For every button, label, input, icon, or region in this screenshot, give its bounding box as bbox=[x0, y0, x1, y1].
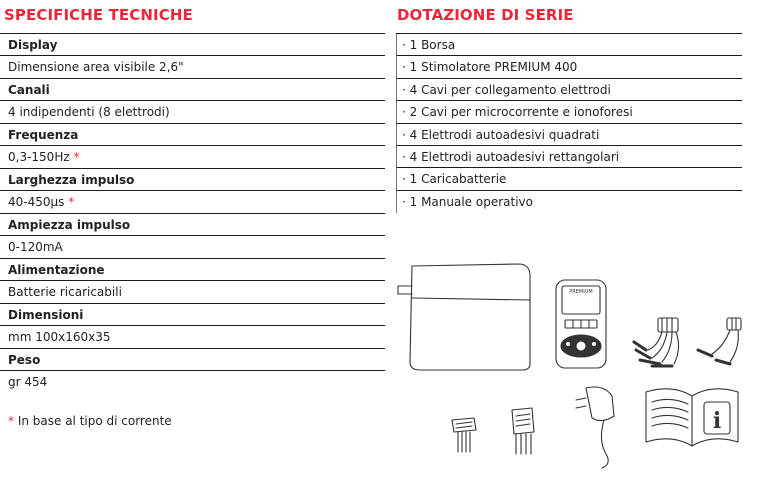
kit-section bbox=[396, 0, 742, 213]
kit-item-manual: · 1 Manuale operativo bbox=[396, 191, 742, 213]
spec-value-text: 0-120mA bbox=[8, 240, 63, 254]
spec-label-power-supply: Alimentazione bbox=[0, 259, 385, 281]
stimulator-device-icon bbox=[556, 280, 606, 368]
spec-value-text: 0,3-150Hz bbox=[8, 150, 70, 164]
footnote-star: * bbox=[73, 150, 80, 164]
square-electrodes-icon bbox=[452, 418, 476, 452]
charger-icon bbox=[576, 387, 614, 468]
rectangular-electrodes-icon bbox=[512, 408, 534, 454]
spec-label-channels: Canali bbox=[0, 79, 385, 101]
specs-heading: SPECIFICHE TECNICHE bbox=[0, 0, 385, 34]
kit-item-charger: · 1 Caricabatterie bbox=[396, 168, 742, 190]
spec-value-dimensions bbox=[0, 326, 385, 349]
specs-section bbox=[0, 0, 385, 428]
kit-item-square-electrodes: · 4 Elettrodi autoadesivi quadrati bbox=[396, 124, 742, 146]
device-label: PREMIUM bbox=[569, 289, 593, 295]
footnote-star: * bbox=[68, 195, 75, 209]
spec-value-pulse-width bbox=[0, 191, 385, 214]
spec-label-pulse-amplitude: Ampiezza impulso bbox=[0, 214, 385, 236]
kit-item-electrode-cables: · 4 Cavi per collegamento elettrodi bbox=[396, 79, 742, 101]
kit-illustration bbox=[390, 258, 766, 487]
spec-label-dimensions: Dimensioni bbox=[0, 304, 385, 326]
spec-value-text: mm 100x160x35 bbox=[8, 330, 111, 344]
spec-value-text: Batterie ricaricabili bbox=[8, 285, 122, 299]
spec-value-text: Dimensione area visibile 2,6" bbox=[8, 60, 184, 74]
spec-label-frequency: Frequenza bbox=[0, 124, 385, 146]
spec-label-pulse-width: Larghezza impulso bbox=[0, 169, 385, 191]
footnote-star: * bbox=[8, 414, 14, 428]
spec-value-power-supply bbox=[0, 281, 385, 304]
kit-heading: DOTAZIONE DI SERIE bbox=[396, 0, 742, 34]
footnote-text: In base al tipo di corrente bbox=[14, 414, 172, 428]
bag-icon bbox=[398, 264, 530, 370]
footnote bbox=[0, 414, 385, 428]
spec-value-display bbox=[0, 56, 385, 79]
spec-value-text: 40-450µs bbox=[8, 195, 65, 209]
kit-item-stimulator: · 1 Stimolatore PREMIUM 400 bbox=[396, 56, 742, 78]
spec-value-frequency bbox=[0, 146, 385, 169]
spec-value-text: 4 indipendenti (8 elettrodi) bbox=[8, 105, 170, 119]
kit-item-rectangular-electrodes: · 4 Elettrodi autoadesivi rettangolari bbox=[396, 146, 742, 168]
spec-value-weight bbox=[0, 371, 385, 394]
microcurrent-cables-icon bbox=[698, 318, 741, 364]
spec-value-text: gr 454 bbox=[8, 375, 48, 389]
electrode-cables-icon bbox=[634, 318, 679, 366]
kit-item-bag: · 1 Borsa bbox=[396, 34, 742, 56]
spec-label-weight: Peso bbox=[0, 349, 385, 371]
kit-item-microcurrent-cables: · 2 Cavi per microcorrente e ionoforesi bbox=[396, 101, 742, 123]
manual-icon bbox=[646, 389, 738, 446]
spec-value-channels bbox=[0, 101, 385, 124]
info-glyph: i bbox=[712, 408, 722, 434]
spec-value-pulse-amplitude bbox=[0, 236, 385, 259]
spec-label-display: Display bbox=[0, 34, 385, 56]
